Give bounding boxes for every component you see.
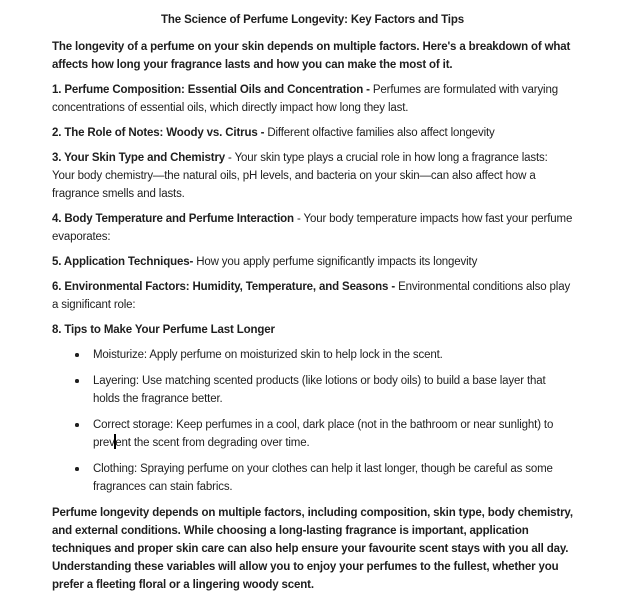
list-item-text: Clothing: Spraying perfume on your clothes can help it last longer, though be careful as some fragrances can stain fabrics.	[93, 463, 553, 493]
list-item-text-before-cursor: Correct storage: Keep perfumes in a cool, dark place (not in the bathroom or near sunlight) to prev	[93, 419, 554, 449]
list-item-text: Moisturize: Apply perfume on moisturized skin to help lock in the scent.	[93, 349, 443, 361]
section-1-body: Perfumes are formulated with varying concentrations of essential oils, which directly impact how long they last.	[52, 84, 558, 114]
section-1-paragraph[interactable]	[52, 81, 573, 117]
section-2-body: Different olfactive families also affect longevity	[267, 127, 495, 139]
bullet-icon	[75, 379, 79, 383]
list-item-layering[interactable]	[52, 372, 573, 408]
section-3-heading: 3. Your Skin Type and Chemistry	[52, 152, 226, 164]
list-item-storage[interactable]	[52, 416, 573, 452]
section-2-paragraph[interactable]	[52, 124, 573, 142]
section-4-heading: 4. Body Temperature and Perfume Interaction	[52, 213, 294, 225]
bullet-icon	[75, 423, 79, 427]
section-2-heading: 2. The Role of Notes: Woody vs. Citrus -	[52, 127, 268, 139]
section-3-paragraph[interactable]	[52, 149, 573, 203]
section-3-body: - Your skin type plays a crucial role in how long a fragrance lasts: Your body chemistry—the natural oils, pH levels, and bacteria on your skin—can also affect how a fragrance smells and lasts.	[52, 152, 548, 200]
list-item-clothing[interactable]	[52, 460, 573, 496]
bullet-icon	[75, 353, 79, 357]
section-6-paragraph[interactable]	[52, 278, 573, 314]
section-5-heading: 5. Application Techniques-	[52, 256, 194, 268]
intro-paragraph[interactable]: The longevity of a perfume on your skin depends on multiple factors. Here's a breakdown of what affects how long your fragrance lasts and how you can make the most of it.	[52, 41, 571, 71]
section-5-paragraph[interactable]	[52, 253, 573, 271]
list-item-text-after-cursor: ent the scent from degrading over time.	[115, 437, 310, 449]
bullet-icon	[75, 467, 79, 471]
conclusion-paragraph[interactable]: Perfume longevity depends on multiple factors, including composition, skin type, body chemistry, and external conditions. While choosing a long-lasting fragrance is important, application techniques and proper skin care can also help ensure your favourite scent stays with you all day. Understanding these variables will allow you to enjoy your perfumes to the fullest, whether you prefer a fleeting floral or a lingering woody scent.	[52, 507, 573, 591]
section-4-body: - Your body temperature impacts how fast your perfume evaporates:	[52, 213, 573, 243]
section-4-paragraph[interactable]	[52, 210, 573, 246]
section-1-heading: 1. Perfume Composition: Essential Oils and Concentration -	[52, 84, 373, 96]
section-5-body: How you apply perfume significantly impacts its longevity	[193, 256, 478, 268]
section-6-body: Environmental conditions also play a significant role:	[52, 281, 571, 311]
list-item-moisturize[interactable]	[52, 346, 573, 364]
tips-list	[52, 346, 573, 496]
tips-heading[interactable]: 8. Tips to Make Your Perfume Last Longer	[52, 324, 275, 336]
document-title[interactable]: The Science of Perfume Longevity: Key Factors and Tips	[161, 14, 464, 26]
section-6-heading: 6. Environmental Factors: Humidity, Temperature, and Seasons -	[52, 281, 399, 293]
list-item-text: Layering: Use matching scented products (like lotions or body oils) to build a base layer that holds the fragrance better.	[93, 375, 546, 405]
